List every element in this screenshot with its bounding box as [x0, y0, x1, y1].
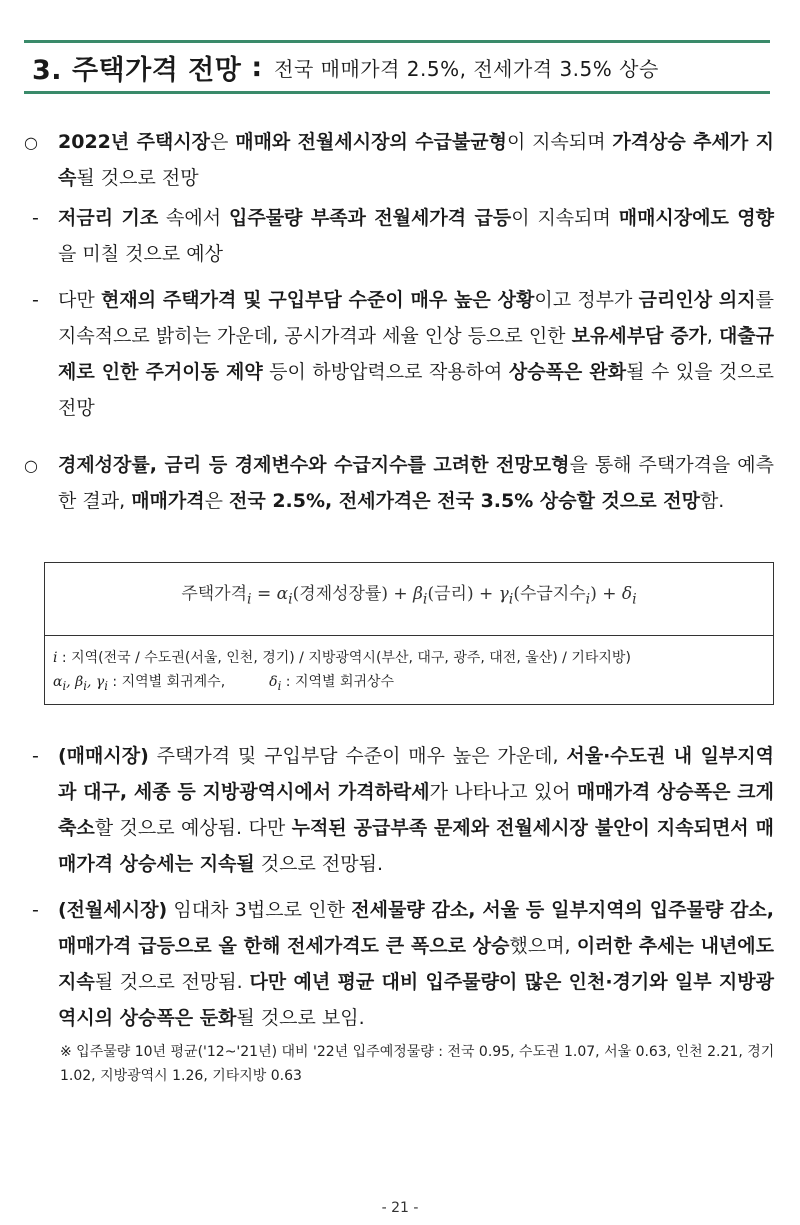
dash-marker: - — [32, 745, 39, 767]
paragraph-rental-market: (전월세시장) 임대차 3법으로 인한 전세물량 감소, 서울 등 일부지역의 입주물량 감소, 매매가격 급등으로 올 한해 전세가격도 큰 폭으로 상승했으며, 이러한 추세는 내년에도 지속될 것으로 전망됨. 다만 예년 평균 대비 입주물량이 많은 인천·경기와 일부 지방광역시의 상승폭은 둔화될 것으로 보임. — [58, 899, 774, 1029]
section-heading — [24, 40, 770, 94]
formula-box — [44, 562, 774, 705]
paragraph-forecast-model: 경제성장률, 금리 등 경제변수와 수급지수를 고려한 전망모형을 통해 주택가격을 예측한 결과, 매매가격은 전국 2.5%, 전세가격은 전국 3.5% 상승할 것으로 전망함. — [58, 454, 774, 512]
footnote: ※ 입주물량 10년 평균('12~'21년) 대비 '22년 입주예정물량 : 전국 0.95, 수도권 1.07, 서울 0.63, 인천 2.21, 경기 1.02, 지방광역시 1.26, 기타지방 0.63 — [60, 1044, 775, 1084]
section-title: 3. 주택가격 전망 — [32, 54, 242, 86]
section-subtitle: 전국 매매가격 2.5%, 전세가격 3.5% 상승 — [274, 56, 659, 81]
page-number: - 21 - — [381, 1200, 419, 1216]
definition-region: i : 지역(전국 / 수도권(서울, 인천, 경기) / 지방광역시(부산, 대구, 광주, 대전, 울산) / 기타지방) — [53, 650, 631, 666]
paragraph-market-outlook: 2022년 주택시장은 매매와 전월세시장의 수급불균형이 지속되며 가격상승 추세가 지속될 것으로 전망 — [58, 131, 774, 189]
bullet-marker: ○ — [24, 456, 38, 475]
dash-marker: - — [32, 207, 39, 229]
dash-marker: - — [32, 899, 39, 921]
paragraph-downward-pressure: 다만 현재의 주택가격 및 구입부담 수준이 매우 높은 상황이고 정부가 금리인상 의지를 지속적으로 밝히는 가운데, 공시가격과 세율 인상 등으로 인한 보유세부담 증가, 대출규제로 인한 주거이동 제약 등이 하방압력으로 작용하여 상승폭은 완화될 수 있을 것으로 전망 — [58, 289, 774, 419]
dash-marker: - — [32, 289, 39, 311]
formula-divider — [45, 635, 773, 636]
definition-coefficients: $\alpha_i$, $\beta_i$, $\gamma_i$ : 지역별 회귀계수, $\delta_i$ : 지역별 회귀상수 — [53, 674, 395, 693]
paragraph-low-rate: 저금리 기조 속에서 입주물량 부족과 전월세가격 급등이 지속되며 매매시장에도 영향을 미칠 것으로 예상 — [58, 207, 774, 265]
paragraph-sales-market: (매매시장) 주택가격 및 구입부담 수준이 매우 높은 가운데, 서울·수도권 내 일부지역과 대구, 세종 등 지방광역시에서 가격하락세가 나타나고 있어 매매가격 상승폭은 크게 축소할 것으로 예상됨. 다만 누적된 공급부족 문제와 전월세시장 불안이 지속되면서 매매가격 상승세는 지속될 것으로 전망됨. — [58, 745, 775, 875]
forecast-equation: 주택가격$_i = \alpha_i$(경제성장률) + $\beta_i$(금리) + $\gamma_i$(수급지수$_i) + \delta_i$ — [181, 584, 637, 608]
title-colon: : — [251, 51, 263, 83]
bullet-marker: ○ — [24, 133, 38, 152]
